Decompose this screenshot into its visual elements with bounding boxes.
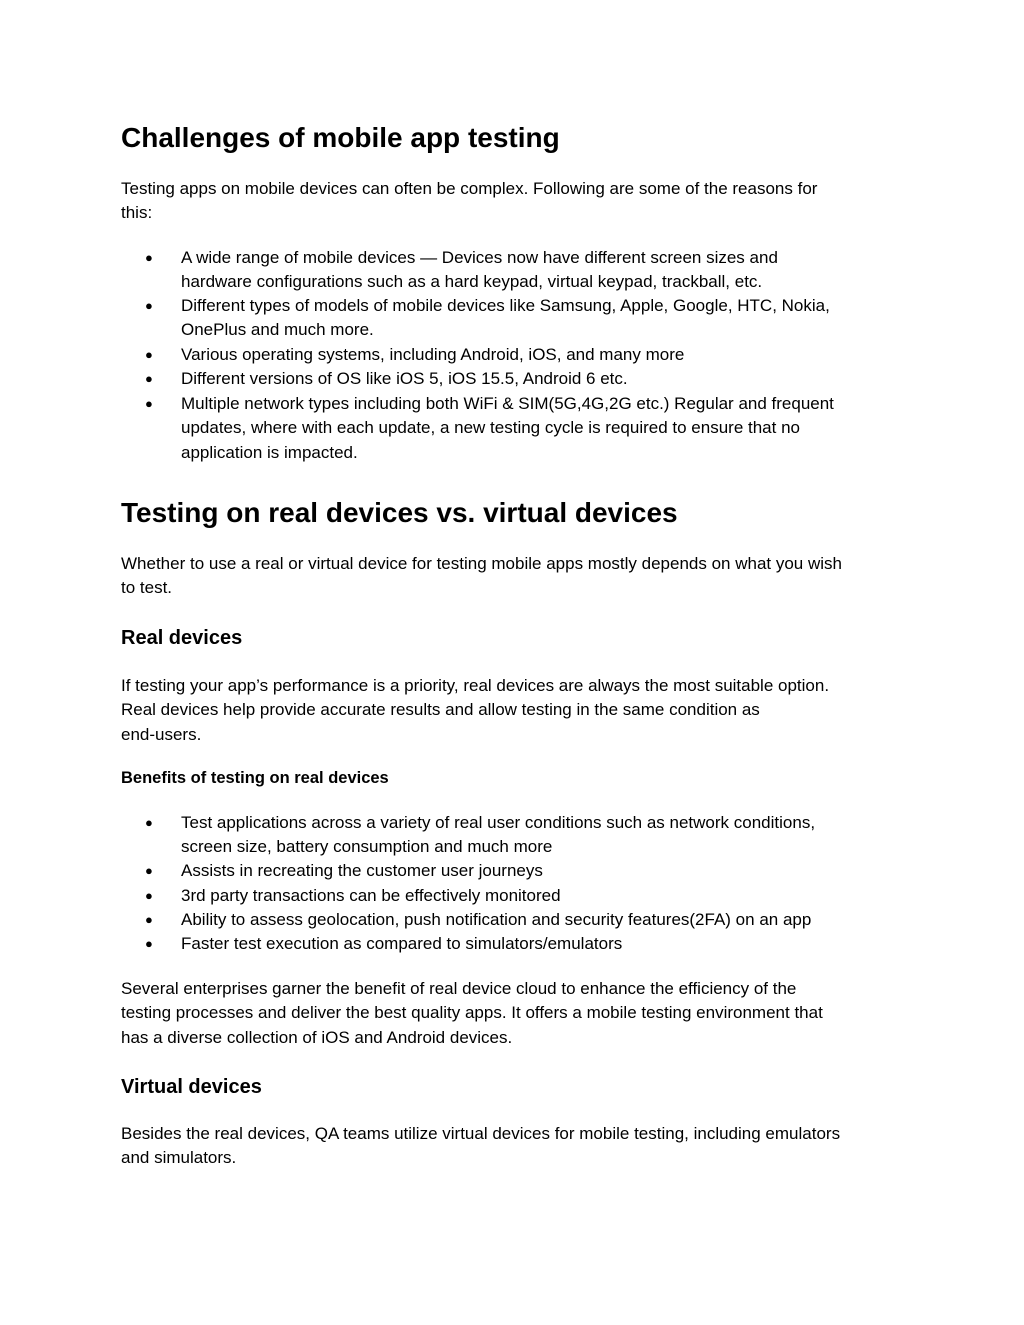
heading-real-vs-virtual: Testing on real devices vs. virtual devices [121, 497, 678, 528]
text-line: hardware configurations such as a hard keypad, virtual keypad, trackball, etc. [181, 272, 763, 292]
bullet-icon: ● [145, 815, 153, 830]
text-line: Different versions of OS like iOS 5, iOS 15.5, Android 6 etc. [181, 369, 628, 388]
text-line: OnePlus and much more. [181, 320, 374, 340]
paragraph-virtual [121, 1122, 840, 1171]
bullet-icon: ● [145, 371, 153, 386]
text-line: this: [121, 203, 153, 223]
bullet-icon: ● [145, 888, 153, 903]
text-line: Faster test execution as compared to simulators/emulators [181, 934, 623, 953]
text-line: and simulators. [121, 1148, 237, 1168]
text-line: Assists in recreating the customer user journeys [181, 861, 543, 880]
text-line: Multiple network types including both WiFi & SIM(5G,4G,2G etc.) Regular and frequent [181, 394, 834, 413]
paragraph-enterprises [121, 977, 823, 1050]
text-line: testing processes and deliver the best quality apps. It offers a mobile testing environment that [121, 1003, 823, 1023]
text-line: 3rd party transactions can be effectively monitored [181, 886, 561, 905]
text-line: end-users. [121, 724, 202, 744]
text-line: application is impacted. [181, 442, 358, 462]
heading-virtual-devices: Virtual devices [121, 1076, 262, 1098]
bullet-icon: ● [145, 912, 153, 927]
text-line: screen size, battery consumption and much more [181, 837, 553, 857]
text-line: Different types of models of mobile devices like Samsung, Apple, Google, HTC, Nokia, [181, 296, 830, 315]
text-line: Besides the real devices, QA teams utilize virtual devices for mobile testing, including emulators [121, 1124, 841, 1143]
bullet-icon: ● [145, 863, 153, 878]
text-line: Test applications across a variety of real user conditions such as network conditions, [181, 813, 816, 832]
paragraph-real [121, 674, 829, 747]
bullet-icon: ● [145, 250, 153, 265]
bullet-icon: ● [145, 298, 153, 313]
heading-real-devices: Real devices [121, 627, 243, 649]
heading-challenges: Challenges of mobile app testing [121, 122, 560, 153]
text-line: A wide range of mobile devices — Devices now have different screen sizes and [181, 248, 778, 267]
text-line: Whether to use a real or virtual device for testing mobile apps mostly depends on what you wish [121, 554, 842, 573]
text-line: Several enterprises garner the benefit of real device cloud to enhance the efficiency of the [121, 979, 797, 998]
paragraph-whether [121, 552, 842, 601]
bullet-icon: ● [145, 347, 153, 362]
bullet-icon: ● [145, 396, 153, 411]
bullet-icon: ● [145, 936, 153, 951]
text-line: Ability to assess geolocation, push notification and security features(2FA) on an app [181, 910, 812, 929]
text-line: If testing your app’s performance is a priority, real devices are always the most suitable option. [121, 676, 830, 695]
heading-benefits: Benefits of testing on real devices [121, 769, 389, 787]
text-line: Testing apps on mobile devices can often be complex. Following are some of the reasons for [121, 179, 818, 198]
paragraph-intro [121, 177, 817, 226]
text-line: Various operating systems, including Android, iOS, and many more [181, 345, 685, 364]
text-line: updates, where with each update, a new testing cycle is required to ensure that no [181, 418, 800, 438]
text-line: to test. [121, 578, 173, 598]
text-line: Real devices help provide accurate results and allow testing in the same condition as [121, 700, 760, 720]
text-line: has a diverse collection of iOS and Android devices. [121, 1027, 513, 1047]
